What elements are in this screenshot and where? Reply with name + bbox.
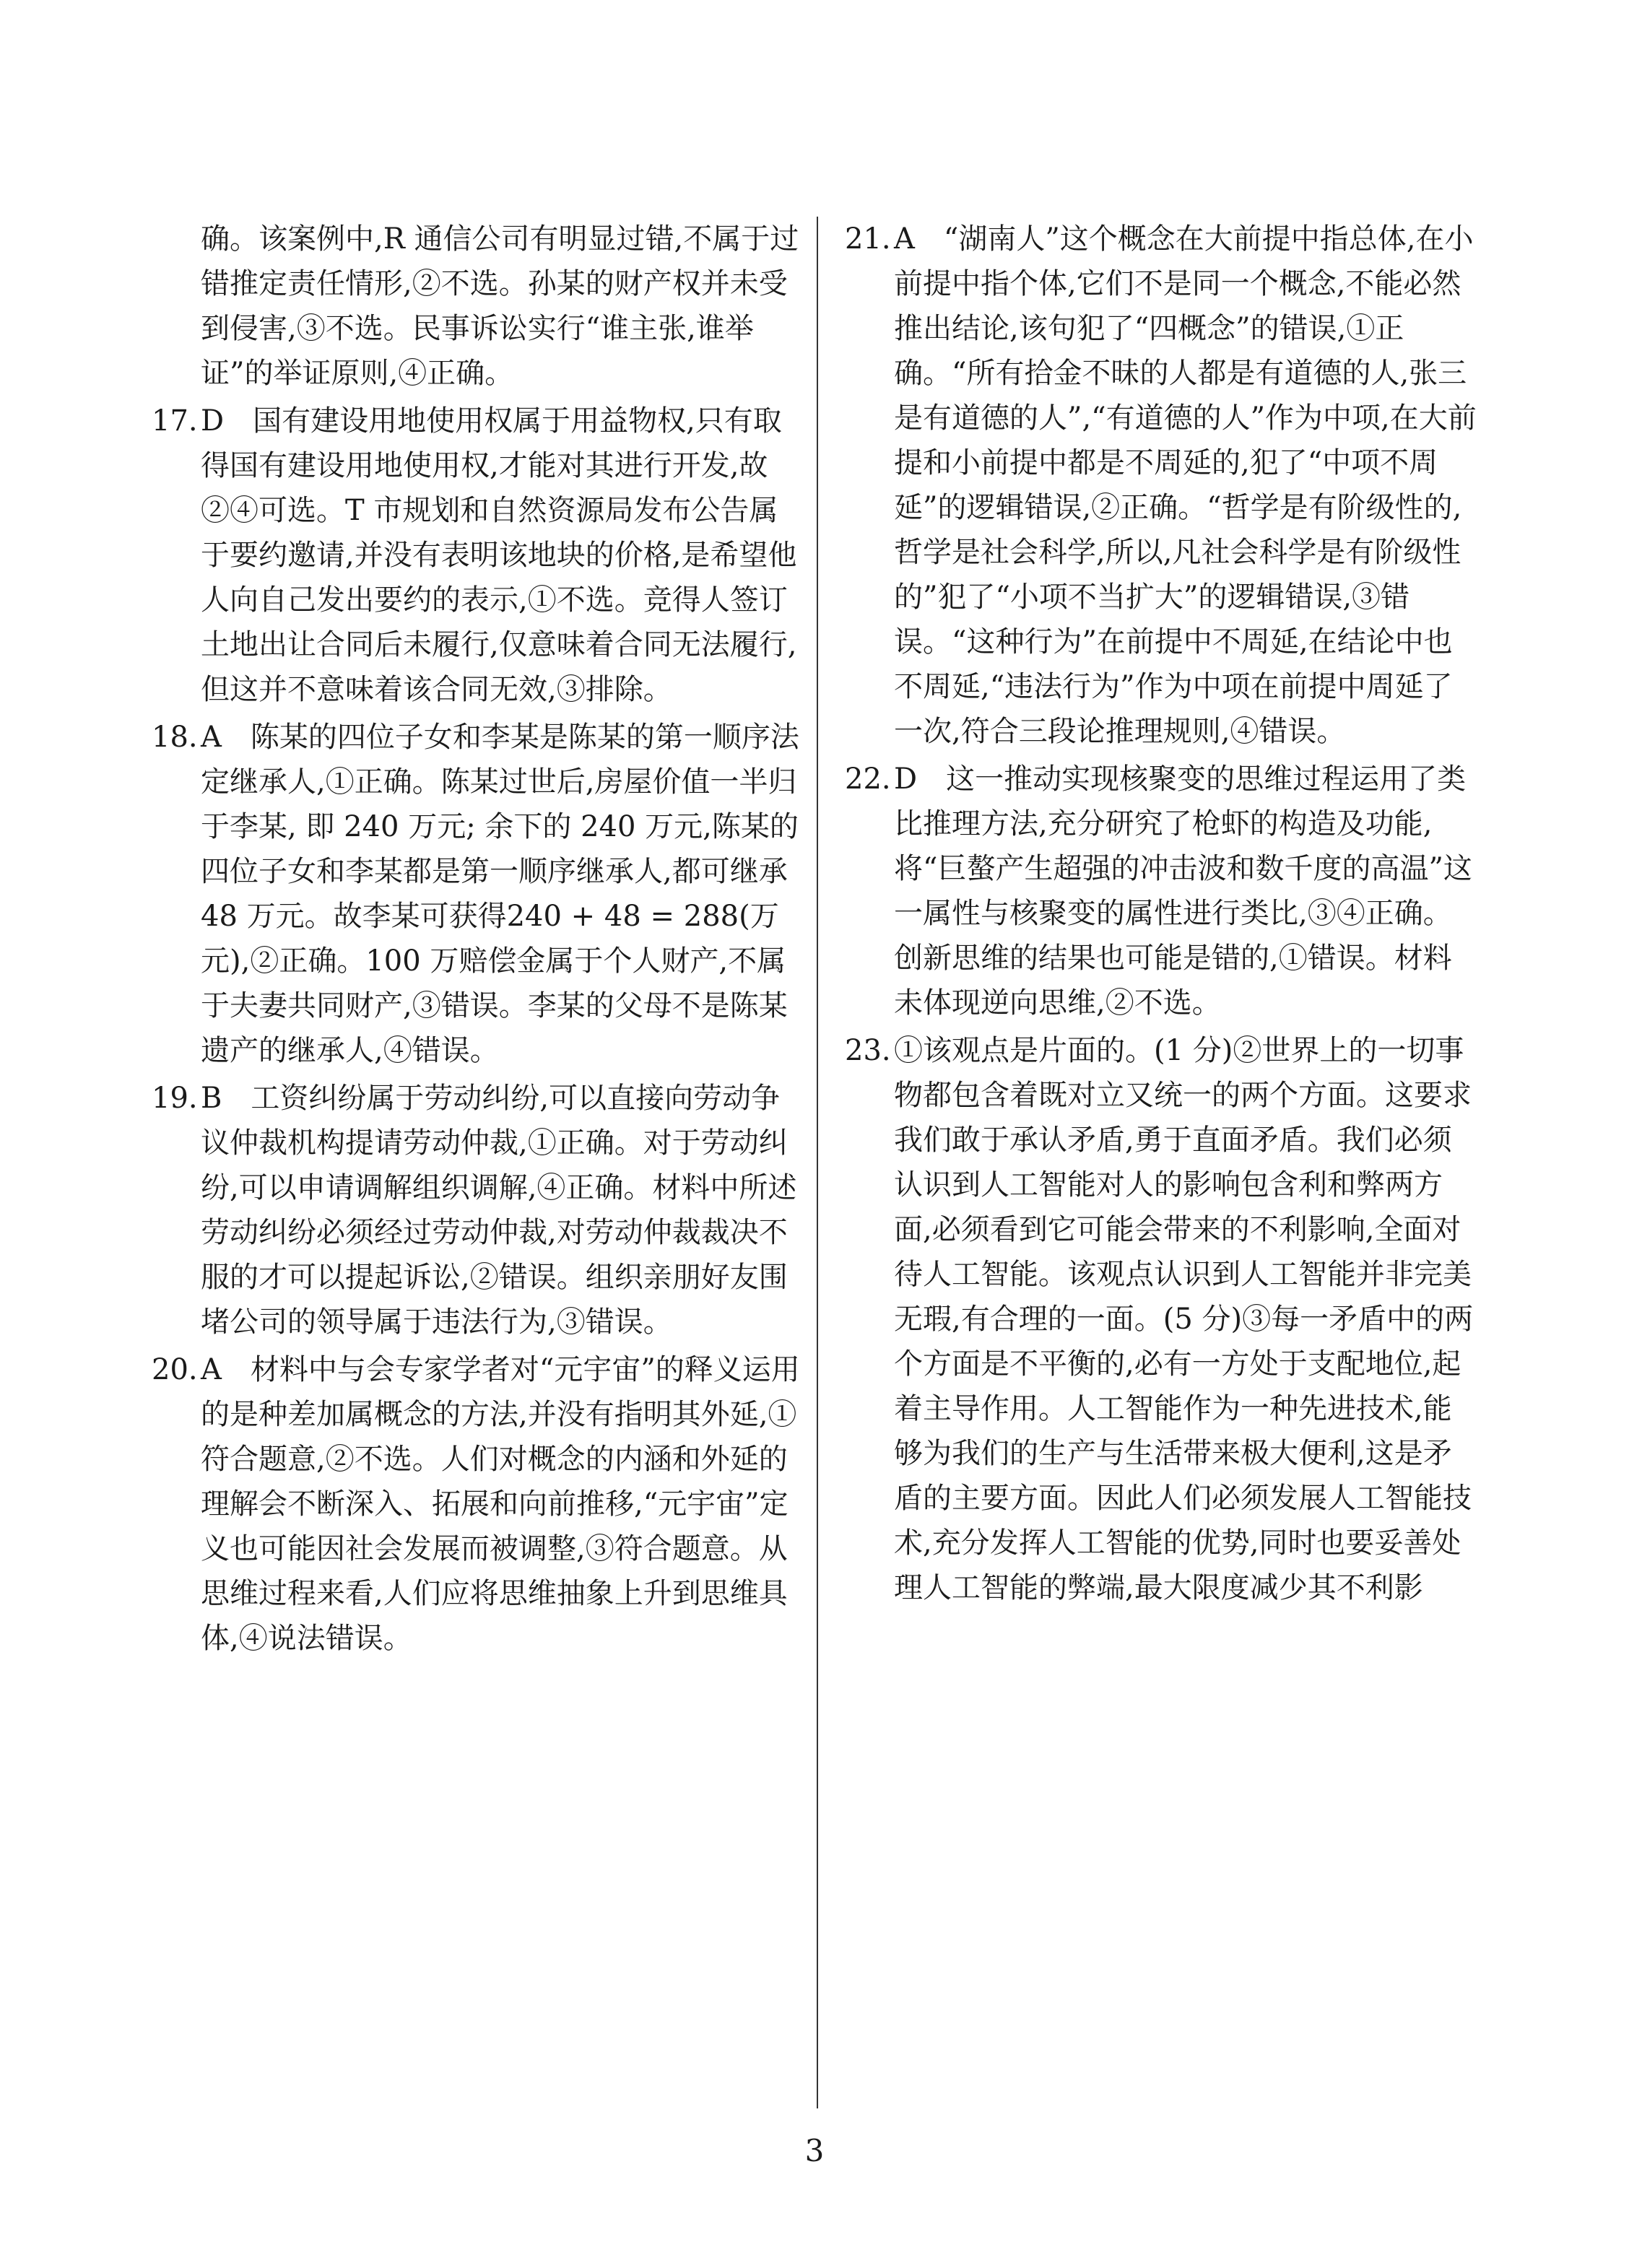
answer-text: D 这一推动实现核聚变的思维过程运用了类比推理方法,充分研究了枪虾的构造及功能,将“巨螯产生超强的冲击波和数千度的高温”这一属性与核聚变的属性进行类比,③④正确。创新思维的结果也可能是错的,①错误。材料未体现逆向思维,②不选。 (894, 762, 1472, 1020)
question-number: 23. (845, 1034, 891, 1067)
question-number: 19. (152, 1082, 198, 1115)
question-number: 18. (152, 721, 198, 754)
right-column (845, 217, 1480, 1613)
answer-18 (152, 715, 802, 1073)
answer-text: ①该观点是片面的。(1 分)②世界上的一切事物都包含着既对立又统一的两个方面。这要求我们敢于承认矛盾,勇于直面矛盾。我们必须认识到人工智能对人的影响包含利和弊两方面,必须看到它可能会带来的不利影响,全面对待人工智能。该观点认识到人工智能并非完美无瑕,有合理的一面。(5 分)③每一矛盾中的两个方面是不平衡的,必有一方处于支配地位,起着主导作用。人工智能作为一种先进技术,能够为我们的生产与生活带来极大便利,这是矛盾的主要方面。因此人们必须发展人工智能技术,充分发挥人工智能的优势,同时也要妥善处理人工智能的弊端,最大限度减少其不利影 (894, 1034, 1474, 1604)
answer-22 (845, 757, 1480, 1025)
column-divider (817, 217, 818, 2108)
answer-16-continued (152, 217, 802, 396)
answer-text: 确。该案例中,R 通信公司有明显过错,不属于过错推定责任情形,②不选。孙某的财产权并未受到侵害,③不选。民事诉讼实行“谁主张,谁举证”的举证原则,④正确。 (201, 222, 799, 390)
answer-21 (845, 217, 1480, 754)
page-number: 3 (804, 2133, 825, 2168)
answer-text: A 陈某的四位子女和李某是陈某的第一顺序法定继承人,①正确。陈某过世后,房屋价值一半归于李某, 即 240 万元; 余下的 240 万元,陈某的四位子女和李某都是第一顺序继承人,都可继承 48 万元。故李某可获得240 + 48 = 288(万元),②正确。100 万赔偿金属于个人财产,不属于夫妻共同财产,③错误。李某的父母不是陈某遗产的继承人,④错误。 (201, 721, 799, 1067)
left-column (152, 217, 802, 1664)
answer-text: D 国有建设用地使用权属于用益物权,只有取得国有建设用地使用权,才能对其进行开发,故②④可选。T 市规划和自然资源局发布公告属于要约邀请,并没有表明该地块的价格,是希望他人向自己发出要约的表示,①不选。竞得人签订土地出让合同后未履行,仅意味着合同无法履行,但这并不意味着该合同无效,③排除。 (201, 404, 797, 706)
question-number: 22. (845, 762, 891, 796)
answer-text: B 工资纠纷属于劳动纠纷,可以直接向劳动争议仲裁机构提请劳动仲裁,①正确。对于劳动纠纷,可以申请调解组织调解,④正确。材料中所述劳动纠纷必须经过劳动仲裁,对劳动仲裁裁决不服的才可以提起诉讼,②错误。组织亲朋好友围堵公司的领导属于违法行为,③错误。 (201, 1082, 797, 1339)
question-number: 20. (152, 1353, 198, 1386)
answer-text: A “湖南人”这个概念在大前提中指总体,在小前提中指个体,它们不是同一个概念,不能必然推出结论,该句犯了“四概念”的错误,①正确。“所有拾金不昧的人都是有道德的人,张三是有道德的人”,“有道德的人”作为中项,在大前提和小前提中都是不周延的,犯了“中项不周延”的逻辑错误,②正确。“哲学是有阶级性的,哲学是社会科学,所以,凡社会科学是有阶级性的”犯了“小项不当扩大”的逻辑错误,③错误。“这种行为”在前提中不周延,在结论中也不周延,“违法行为”作为中项在前提中周延了一次,符合三段论推理规则,④错误。 (894, 222, 1477, 748)
question-number: 17. (152, 404, 198, 438)
question-number: 21. (845, 222, 891, 256)
answer-20 (152, 1347, 802, 1661)
answer-23 (845, 1028, 1480, 1610)
answer-17 (152, 399, 802, 712)
answer-19 (152, 1076, 802, 1344)
answer-text: A 材料中与会专家学者对“元宇宙”的释义运用的是种差加属概念的方法,并没有指明其外延,①符合题意,②不选。人们对概念的内涵和外延的理解会不断深入、拓展和向前推移,“元宇宙”定义也可能因社会发展而被调整,③符合题意。从思维过程来看,人们应将思维抽象上升到思维具体,④说法错误。 (201, 1353, 800, 1655)
